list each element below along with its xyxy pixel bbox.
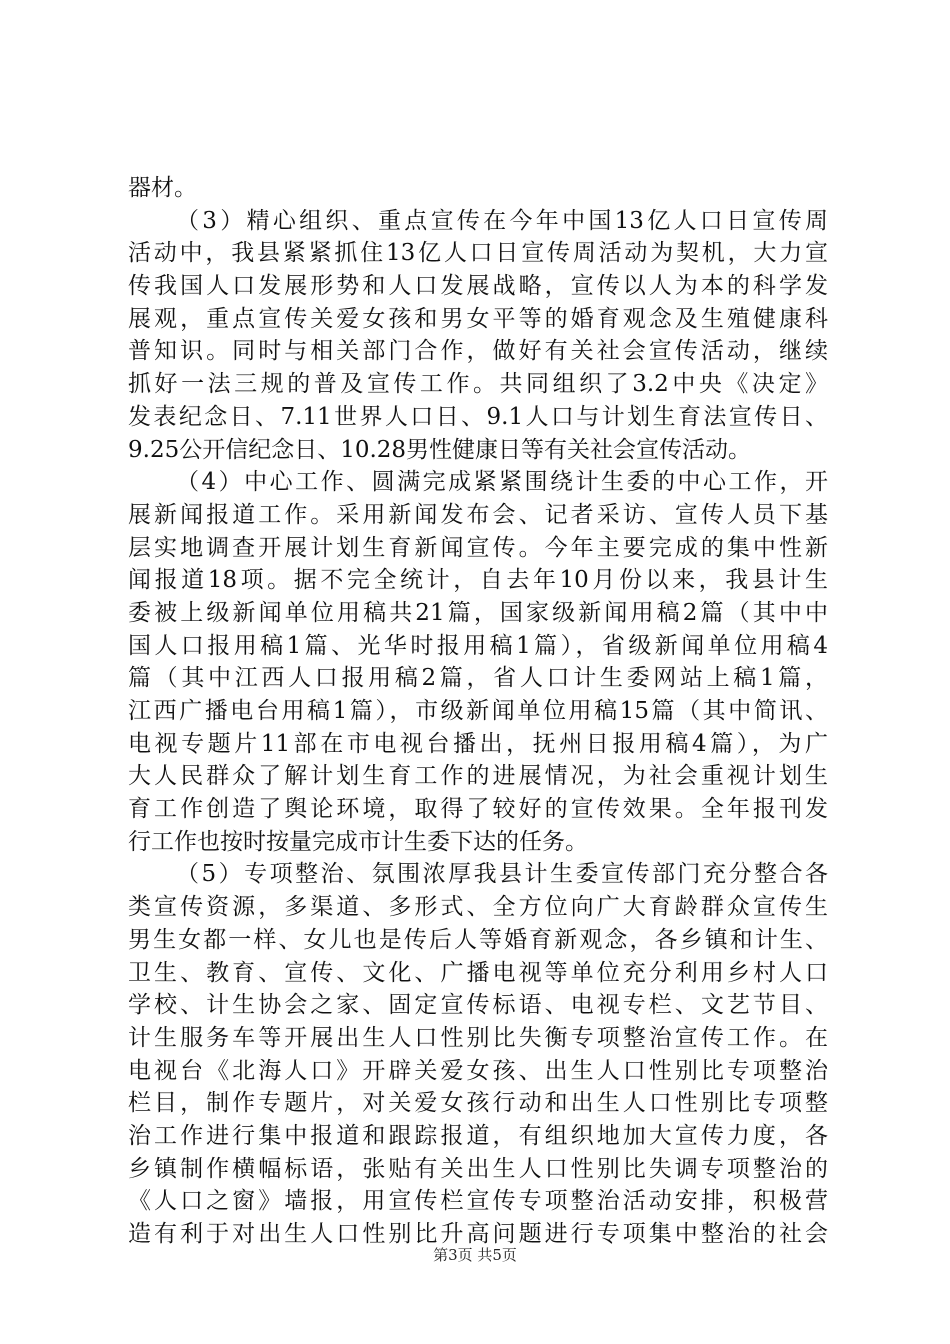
text-line: 篇（其中江西人口报用稿2篇，省人口计生委网站上稿1篇， — [128, 665, 828, 692]
text-line: 层实地调查开展计划生育新闻宣传。今年主要完成的集中性新 — [128, 534, 828, 561]
text-line: 电视台《北海人口》开辟关爱女孩、出生人口性别比专项整治 — [128, 1057, 828, 1084]
body-text — [128, 172, 828, 1251]
text-line: 国人口报用稿1篇、光华时报用稿1篇），省级新闻单位用稿4 — [128, 632, 828, 659]
text-line: 大人民群众了解计划生育工作的进展情况，为社会重视计划生 — [128, 763, 828, 790]
text-line: 闻报道18项。据不完全统计，自去年10月份以来，我县计生 — [128, 567, 828, 594]
text-line: 9.25公开信纪念日、10.28男性健康日等有关社会宣传活动。 — [128, 436, 752, 463]
text-line: 育工作创造了舆论环境，取得了较好的宣传效果。全年报刊发 — [128, 796, 828, 823]
text-line: 类宣传资源，多渠道、多形式、全方位向广大育龄群众宣传生 — [128, 894, 828, 921]
text-line: 展观，重点宣传关爱女孩和男女平等的婚育观念及生殖健康科 — [128, 305, 828, 332]
paragraph-5-start: （5）专项整治、氛围浓厚我县计生委宣传部门充分整合各 — [176, 861, 828, 888]
text-line: 展新闻报道工作。采用新闻发布会、记者采访、宣传人员下基 — [128, 501, 828, 528]
text-line: 电视专题片11部在市电视台播出，抚州日报用稿4篇），为广 — [128, 730, 828, 757]
text-line: 造有利于对出生人口性别比升高问题进行专项集中整治的社会 — [128, 1221, 828, 1247]
text-line: 行工作也按时按量完成市计生委下达的任务。 — [128, 828, 588, 855]
text-line: 传我国人口发展形势和人口发展战略，宣传以人为本的科学发 — [128, 273, 828, 300]
text-line: 计生服务车等开展出生人口性别比失衡专项整治宣传工作。在 — [128, 1024, 828, 1051]
text-line: 活动中，我县紧紧抓住13亿人口日宣传周活动为契机，大力宣 — [128, 240, 828, 267]
paragraph-4-start: （4）中心工作、圆满完成紧紧围绕计生委的中心工作，开 — [176, 469, 828, 496]
text-line: 普知识。同时与相关部门合作，做好有关社会宣传活动，继续 — [128, 338, 828, 365]
text-line: 委被上级新闻单位用稿共21篇，国家级新闻用稿2篇（其中中 — [128, 599, 828, 626]
text-line: 器材。 — [128, 175, 197, 201]
text-line: 栏目，制作专题片，对关爱女孩行动和出生人口性别比专项整 — [128, 1090, 828, 1117]
text-line: 发表纪念日、7.11世界人口日、9.1人口与计划生育法宣传日、 — [128, 403, 828, 430]
text-line: 治工作进行集中报道和跟踪报道，有组织地加大宣传力度，各 — [128, 1122, 828, 1149]
text-line: 男生女都一样、女儿也是传后人等婚育新观念，各乡镇和计生、 — [128, 926, 828, 953]
page-number-footer: 第3页 共5页 — [433, 1246, 517, 1264]
text-line: 抓好一法三规的普及宣传工作。共同组织了3.2中央《决定》 — [128, 371, 828, 398]
text-line: 学校、计生协会之家、固定宣传标语、电视专栏、文艺节目、 — [128, 992, 828, 1019]
text-line: 乡镇制作横幅标语，张贴有关出生人口性别比失调专项整治的 — [128, 1155, 828, 1182]
text-line: 卫生、教育、宣传、文化、广播电视等单位充分利用乡村人口 — [128, 959, 828, 986]
text-line: 江西广播电台用稿1篇），市级新闻单位用稿15篇（其中简讯、 — [128, 698, 828, 724]
paragraph-3-start: （3）精心组织、重点宣传在今年中国13亿人口日宣传周 — [176, 207, 828, 234]
text-line: 《人口之窗》墙报，用宣传栏宣传专项整治活动安排，积极营 — [128, 1188, 828, 1215]
